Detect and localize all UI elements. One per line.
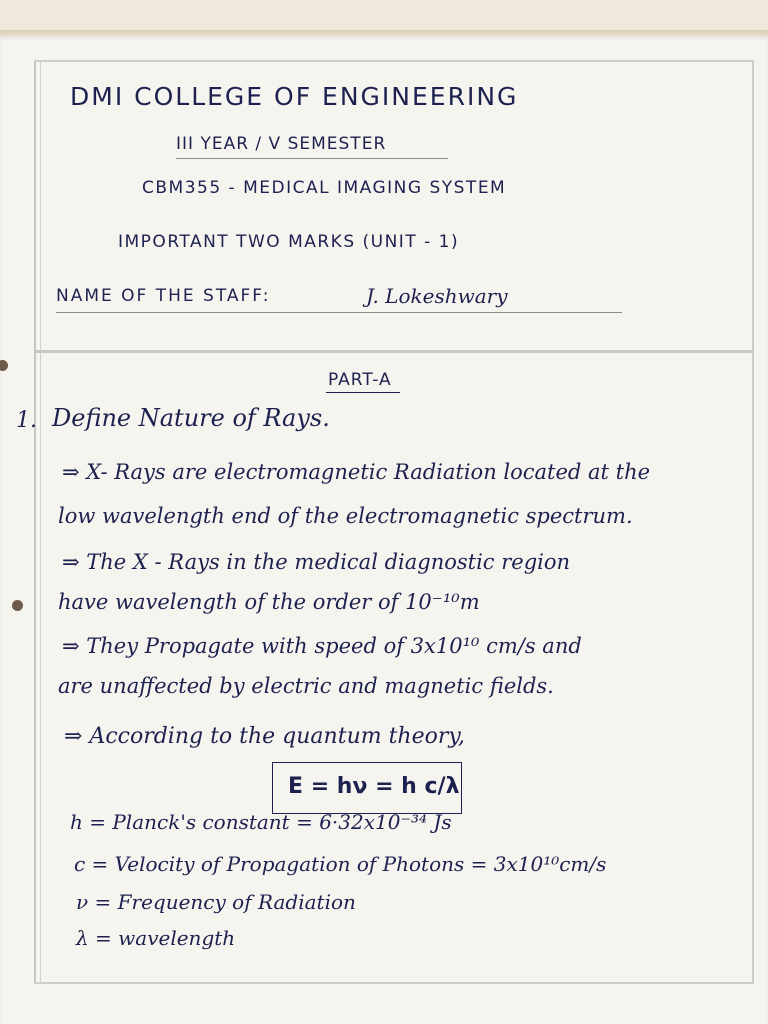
page-border-left (34, 62, 36, 982)
answer-line: are unaffected by electric and magnetic fields. (58, 674, 554, 698)
question-text: Define Nature of Rays. (52, 404, 330, 432)
answer-line: ⇒ They Propagate with speed of 3x10¹⁰ cm/s and (62, 634, 582, 658)
page-border-right (752, 62, 754, 982)
definition-line: c = Velocity of Propagation of Photons = 3x10¹⁰cm/s (74, 852, 607, 876)
staff-underline (56, 312, 622, 313)
question-number: 1. (16, 408, 37, 433)
answer-line: low wavelength end of the electromagnetic spectrum. (58, 504, 633, 528)
college-name: DMI COLLEGE OF ENGINEERING (70, 82, 519, 111)
header-divider (36, 350, 754, 353)
subject-title: IMPORTANT TWO MARKS (UNIT - 1) (118, 232, 460, 252)
course-title: CBM355 - MEDICAL IMAGING SYSTEM (142, 178, 507, 198)
page-border-bottom (34, 982, 754, 984)
formula: E = hν = h c/λ (288, 774, 460, 799)
page-margin-line (40, 62, 41, 982)
definition-line: λ = wavelength (76, 926, 236, 950)
answer-line: ⇒ The X - Rays in the medical diagnostic region (62, 550, 571, 574)
year-semester: III YEAR / V SEMESTER (176, 134, 387, 154)
year-underline (176, 158, 448, 159)
part-heading: PART-A (328, 370, 392, 390)
definition-line: h = Planck's constant = 6·32x10⁻³⁴ Js (70, 810, 452, 834)
answer-line: ⇒ X- Rays are electromagnetic Radiation located at the (62, 460, 651, 484)
binder-hole (12, 600, 23, 611)
page-border-top (34, 60, 754, 62)
answer-line: ⇒ According to the quantum theory, (64, 724, 465, 749)
staff-name: J. Lokeshwary (366, 284, 508, 308)
staff-label: NAME OF THE STAFF: (56, 286, 271, 306)
answer-line: have wavelength of the order of 10⁻¹⁰m (58, 590, 480, 614)
part-underline (326, 392, 400, 393)
definition-line: ν = Frequency of Radiation (76, 890, 356, 914)
